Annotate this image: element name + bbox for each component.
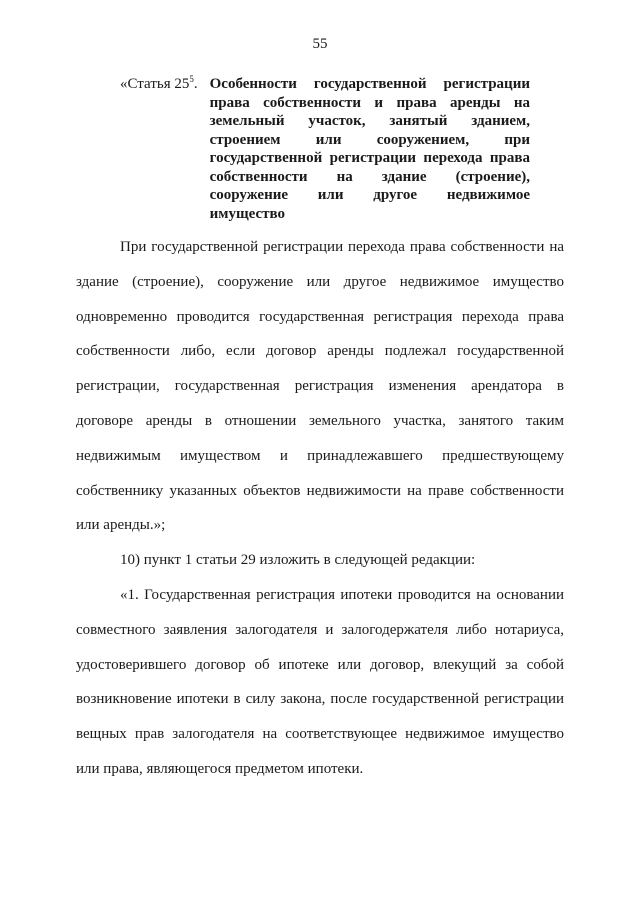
article-label [120, 75, 210, 223]
page-number: 55 [312, 36, 328, 52]
paragraph-mortgage-registration: «1. Государственная регистрация ипотеки проводится на основании совместного заявления залогодателя и залогодержателя либо нотариуса, удостоверившего договор об ипотеке или договор, влекущий за собой возникновение ипотеки в силу закона, после государственной регистрации вещных прав залогодателя на соответствующее недвижимое имущество или права, являющегося предметом ипотеки. [76, 586, 564, 777]
article-label-prefix: «Статья 25 [120, 76, 190, 92]
article-heading [120, 75, 530, 223]
paragraph-land-plot-registration: При государственной регистрации перехода права собственности на здание (строение), сооружение или другое недвижимое имущество одновременно проводится государственная регистрация перехода права собственности либо, если договор аренды подлежал государственной регистрации, государственная регистрация изменения арендатора в договоре аренды в отношении земельного участка, занятого таким недвижимым имуществом и принадлежавшего предшествующему собственнику указанных объектов недвижимости на праве собственности или аренды.»; [76, 239, 564, 534]
body-text [76, 230, 564, 787]
paragraph-item-10: 10) пункт 1 статьи 29 изложить в следующей редакции: [120, 552, 476, 569]
article-label-superscript: 5 [189, 74, 194, 84]
article-title: Особенности государственной регистрации права собственности и права аренды на земельный участок, занятый зданием, строением или сооружением, при государственной регистрации перехода права собственности на здание (строение), сооружение или другое недвижимое имущество [209, 76, 530, 222]
article-label-suffix: . [193, 76, 198, 92]
